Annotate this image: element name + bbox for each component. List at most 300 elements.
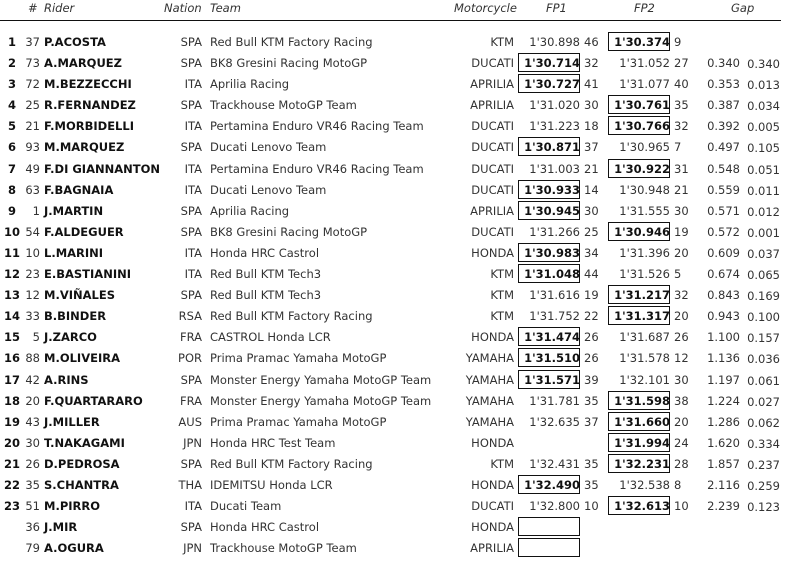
fp1-lap-cell: 44 (584, 267, 599, 282)
fp1-lap-cell: 30 (584, 203, 599, 218)
rider-number-cell: 10 (25, 245, 40, 260)
table-row (0, 74, 787, 95)
position-cell: 23 (4, 499, 21, 514)
fp1-time-cell: 1'32.490 (524, 477, 580, 492)
nation-cell: ITA (184, 161, 202, 176)
rider-name-cell: E.BASTIANINI (44, 267, 132, 282)
nation-cell: SPA (180, 520, 202, 535)
gap-cell: 0.497 (707, 140, 740, 155)
header-nation: Nation (164, 1, 202, 15)
nation-cell: ITA (184, 182, 202, 197)
fp2-lap-cell: 20 (674, 414, 689, 429)
table-row (0, 264, 787, 285)
rider-number-cell: 35 (25, 477, 40, 492)
fp2-time-cell: 1'30.761 (614, 98, 670, 113)
fp1-time-cell: 1'31.752 (529, 309, 580, 324)
team-cell: Pertamina Enduro VR46 Racing Team (210, 161, 424, 176)
rider-name-cell: B.BINDER (44, 309, 107, 324)
fp2-lap-cell: 12 (674, 351, 689, 366)
fp2-lap-cell: 35 (674, 98, 689, 113)
team-cell: Trackhouse MotoGP Team (210, 98, 357, 113)
gap-previous-cell: 0.259 (747, 478, 780, 493)
rider-name-cell: T.NAKAGAMI (44, 435, 125, 450)
fp1-time-cell: 1'32.431 (529, 456, 580, 471)
rider-name-cell: J.ZARCO (44, 330, 97, 345)
rider-name-cell: F.ALDEGUER (44, 224, 124, 239)
rider-number-cell: 37 (25, 35, 40, 49)
fp2-time-cell: 1'31.526 (619, 267, 670, 282)
gap-previous-cell: 0.036 (747, 352, 780, 367)
table-row (0, 137, 787, 158)
rider-number-cell: 1 (32, 203, 40, 218)
motorcycle-cell: APRILIA (470, 203, 514, 218)
gap-previous-cell: 0.105 (747, 141, 780, 156)
position-cell: 3 (7, 77, 16, 92)
position-cell: 13 (4, 288, 21, 303)
position-cell: 1 (7, 35, 16, 49)
team-cell: Prima Pramac Yamaha MotoGP (210, 414, 387, 429)
nation-cell: ITA (184, 267, 202, 282)
fp1-lap-cell: 26 (584, 351, 599, 366)
team-cell: Honda HRC Test Team (210, 435, 336, 450)
rider-number-cell: 20 (25, 393, 40, 408)
fp2-time-cell: 1'32.101 (619, 372, 670, 387)
table-header (0, 0, 787, 20)
nation-cell: SPA (180, 56, 202, 71)
rider-number-cell: 23 (25, 267, 40, 282)
team-cell: Pertamina Enduro VR46 Racing Team (210, 119, 424, 134)
gap-cell: 2.239 (707, 499, 740, 514)
fp2-time-cell: 1'31.077 (619, 77, 670, 92)
header-team: Team (210, 1, 241, 15)
position-cell: 6 (7, 140, 16, 155)
header-pos: # (28, 1, 38, 15)
position-cell: 19 (4, 414, 21, 429)
motorcycle-cell: YAMAHA (465, 414, 514, 429)
rider-name-cell: J.MILLER (44, 414, 100, 429)
motorcycle-cell: HONDA (471, 330, 514, 345)
fp1-lap-cell: 21 (584, 161, 599, 176)
gap-cell: 0.340 (707, 56, 740, 71)
gap-cell: 0.571 (707, 203, 740, 218)
rider-number-cell: 12 (25, 288, 40, 303)
rider-name-cell: F.DI GIANNANTON (44, 161, 160, 176)
fp1-time-cell: 1'31.020 (529, 98, 580, 113)
fp2-time-cell: 1'31.555 (619, 203, 670, 218)
fp1-lap-cell: 32 (584, 56, 599, 71)
position-cell: 21 (4, 456, 21, 471)
team-cell: Red Bull KTM Tech3 (210, 267, 322, 282)
fp2-time-cell: 1'30.965 (619, 140, 670, 155)
fp1-time-cell: 1'31.223 (529, 119, 580, 134)
table-row (0, 496, 787, 517)
table-row (0, 116, 787, 137)
fp1-time-cell: 1'31.048 (524, 267, 580, 282)
gap-previous-cell: 0.334 (747, 436, 780, 451)
fp2-time-cell: 1'31.052 (619, 56, 670, 71)
gap-previous-cell: 0.012 (747, 204, 780, 219)
fp1-time-cell: 1'32.635 (529, 414, 580, 429)
team-cell: Red Bull KTM Factory Racing (210, 456, 373, 471)
rider-name-cell: D.PEDROSA (44, 456, 120, 471)
rider-name-cell: F.MORBIDELLI (44, 119, 134, 134)
fp2-time-cell: 1'31.578 (619, 351, 670, 366)
team-cell: Honda HRC Castrol (210, 245, 320, 260)
fp2-lap-cell: 20 (674, 245, 689, 260)
table-row (0, 159, 787, 180)
fp2-time-cell: 1'31.317 (614, 309, 670, 324)
fp1-time-cell: 1'31.781 (529, 393, 580, 408)
fp1-lap-cell: 35 (584, 393, 599, 408)
rider-number-cell: 33 (25, 309, 40, 324)
rider-number-cell: 72 (25, 77, 40, 92)
motorcycle-cell: YAMAHA (465, 372, 514, 387)
fp2-time-cell: 1'31.396 (619, 245, 670, 260)
fp1-lap-cell: 19 (584, 288, 599, 303)
rider-number-cell: 21 (25, 119, 40, 134)
fp1-lap-cell: 14 (584, 182, 599, 197)
position-cell: 2 (7, 56, 16, 71)
position-cell: 12 (4, 267, 21, 282)
gap-previous-cell: 0.061 (747, 373, 780, 388)
rider-number-cell: 36 (25, 520, 40, 535)
gap-previous-cell: 0.005 (747, 120, 780, 135)
fp2-lap-cell: 32 (674, 288, 689, 303)
gap-previous-cell: 0.169 (747, 289, 780, 304)
fp2-lap-cell: 5 (674, 267, 682, 282)
table-row (0, 32, 787, 53)
fp2-time-cell: 1'32.613 (614, 499, 670, 514)
nation-cell: FRA (179, 330, 202, 345)
gap-previous-cell: 0.237 (747, 457, 780, 472)
nation-cell: SPA (180, 140, 202, 155)
team-cell: BK8 Gresini Racing MotoGP (210, 56, 368, 71)
team-cell: Trackhouse MotoGP Team (210, 541, 357, 556)
fp2-lap-cell: 19 (674, 224, 689, 239)
nation-cell: AUS (178, 414, 202, 429)
position-cell: 4 (7, 98, 16, 113)
fp1-lap-cell: 35 (584, 477, 599, 492)
rider-name-cell: F.QUARTARARO (44, 393, 143, 408)
motorcycle-cell: APRILIA (470, 98, 514, 113)
position-cell: 11 (4, 245, 21, 260)
rider-name-cell: L.MARINI (44, 245, 104, 260)
gap-previous-cell: 0.340 (747, 57, 780, 72)
rider-name-cell: J.MIR (44, 520, 78, 535)
team-cell: Red Bull KTM Tech3 (210, 288, 322, 303)
motorcycle-cell: DUCATI (471, 140, 514, 155)
gap-previous-cell: 0.034 (747, 99, 780, 114)
team-cell: Prima Pramac Yamaha MotoGP (210, 351, 387, 366)
position-cell: 16 (4, 351, 21, 366)
gap-cell: 1.136 (707, 351, 740, 366)
nation-cell: POR (178, 351, 202, 366)
table-row (0, 180, 787, 201)
gap-cell: 2.116 (707, 477, 740, 492)
table-row (0, 370, 787, 391)
gap-cell: 1.620 (707, 435, 740, 450)
nation-cell: ITA (184, 119, 202, 134)
fp2-time-cell: 1'31.687 (619, 330, 670, 345)
nation-cell: SPA (180, 224, 202, 239)
team-cell: Ducati Lenovo Team (210, 182, 327, 197)
team-cell: Monster Energy Yamaha MotoGP Team (210, 372, 432, 387)
rider-name-cell: S.CHANTRA (44, 477, 119, 492)
position-cell: 7 (7, 161, 16, 176)
table-row (0, 538, 787, 559)
fp1-lap-cell: 18 (584, 119, 599, 134)
gap-previous-cell: 0.013 (747, 78, 780, 93)
fp1-lap-cell: 35 (584, 456, 599, 471)
motorcycle-cell: KTM (490, 309, 514, 324)
motorcycle-cell: KTM (490, 288, 514, 303)
fp2-lap-cell: 10 (674, 499, 689, 514)
gap-cell: 0.387 (707, 98, 740, 113)
gap-cell: 0.353 (707, 77, 740, 92)
fp2-lap-cell: 26 (674, 330, 689, 345)
position-cell: 9 (7, 203, 16, 218)
nation-cell: SPA (180, 288, 202, 303)
team-cell: Ducati Lenovo Team (210, 140, 327, 155)
motorcycle-cell: APRILIA (470, 77, 514, 92)
table-row (0, 517, 787, 538)
fp2-lap-cell: 20 (674, 309, 689, 324)
fp2-lap-cell: 21 (674, 182, 689, 197)
position-cell: 17 (4, 372, 21, 387)
motorcycle-cell: DUCATI (471, 224, 514, 239)
gap-cell: 0.548 (707, 161, 740, 176)
position-cell: 15 (4, 330, 21, 345)
gap-previous-cell: 0.123 (747, 500, 780, 515)
motorcycle-cell: KTM (490, 456, 514, 471)
fp2-time-cell: 1'32.538 (619, 477, 670, 492)
rider-number-cell: 49 (25, 161, 40, 176)
gap-previous-cell: 0.065 (747, 268, 780, 283)
fp1-lap-cell: 22 (584, 309, 599, 324)
motorcycle-cell: DUCATI (471, 161, 514, 176)
fp1-time-cell: 1'30.983 (524, 245, 580, 260)
nation-cell: ITA (184, 499, 202, 514)
fp1-lap-cell: 26 (584, 330, 599, 345)
nation-cell: SPA (180, 35, 202, 49)
gap-previous-cell: 0.011 (747, 183, 780, 198)
fp1-lap-cell: 41 (584, 77, 599, 92)
position-cell: 5 (7, 119, 16, 134)
fp2-time-cell: 1'31.994 (614, 435, 670, 450)
table-row (0, 475, 787, 496)
fp2-lap-cell: 9 (674, 35, 682, 49)
header-fp2: FP2 (634, 1, 655, 15)
table-row (0, 391, 787, 412)
gap-previous-cell: 0.100 (747, 310, 780, 325)
motorcycle-cell: DUCATI (471, 119, 514, 134)
team-cell: BK8 Gresini Racing MotoGP (210, 224, 368, 239)
motorcycle-cell: DUCATI (471, 499, 514, 514)
motorcycle-cell: DUCATI (471, 182, 514, 197)
nation-cell: SPA (180, 98, 202, 113)
table-row (0, 306, 787, 327)
rider-number-cell: 73 (25, 56, 40, 71)
fp1-time-cell: 1'32.800 (529, 499, 580, 514)
rider-number-cell: 79 (25, 541, 40, 556)
fp2-lap-cell: 40 (674, 77, 689, 92)
table-row (0, 327, 787, 348)
fp1-time-cell: 1'31.003 (529, 161, 580, 176)
fp1-lap-cell: 25 (584, 224, 599, 239)
gap-cell: 1.286 (707, 414, 740, 429)
fp2-lap-cell: 28 (674, 456, 689, 471)
gap-cell: 1.100 (707, 330, 740, 345)
results-table (0, 32, 787, 559)
fp1-time-cell: 1'31.474 (524, 330, 580, 345)
table-row (0, 433, 787, 454)
nation-cell: SPA (180, 456, 202, 471)
gap-previous-cell: 0.037 (747, 246, 780, 261)
gap-cell: 1.197 (707, 372, 740, 387)
rider-name-cell: M.PIRRO (44, 499, 101, 514)
fp1-lap-cell: 37 (584, 140, 599, 155)
fp2-lap-cell: 30 (674, 203, 689, 218)
fp2-time-cell: 1'31.660 (614, 414, 670, 429)
rider-number-cell: 54 (25, 224, 40, 239)
table-row (0, 243, 787, 264)
team-cell: CASTROL Honda LCR (210, 330, 331, 345)
nation-cell: ITA (184, 77, 202, 92)
gap-cell: 0.943 (707, 309, 740, 324)
fp2-lap-cell: 30 (674, 372, 689, 387)
fp2-time-cell: 1'32.231 (614, 456, 670, 471)
header-fp1: FP1 (546, 1, 567, 15)
motorcycle-cell: HONDA (471, 520, 514, 535)
team-cell: Aprilia Racing (210, 77, 290, 92)
fp1-time-cell: 1'30.871 (524, 140, 580, 155)
fp2-lap-cell: 27 (674, 56, 689, 71)
nation-cell: THA (178, 477, 202, 492)
gap-previous-cell: 0.001 (747, 225, 780, 240)
team-cell: Monster Energy Yamaha MotoGP Team (210, 393, 432, 408)
nation-cell: JPN (183, 435, 202, 450)
fp2-time-cell: 1'31.598 (614, 393, 670, 408)
fp2-lap-cell: 24 (674, 435, 689, 450)
rider-name-cell: A.RINS (44, 372, 89, 387)
fp1-time-cell: 1'30.945 (524, 203, 580, 218)
fp1-best-box (518, 538, 580, 557)
table-row (0, 53, 787, 74)
rider-number-cell: 63 (25, 182, 40, 197)
gap-cell: 1.224 (707, 393, 740, 408)
position-cell: 20 (4, 435, 21, 450)
fp1-lap-cell: 46 (584, 35, 599, 49)
fp2-lap-cell: 32 (674, 119, 689, 134)
rider-name-cell: P.ACOSTA (44, 35, 106, 49)
position-cell: 8 (7, 182, 16, 197)
position-cell: 10 (4, 224, 21, 239)
nation-cell: RSA (178, 309, 202, 324)
fp1-time-cell: 1'31.510 (524, 351, 580, 366)
gap-cell: 0.572 (707, 224, 740, 239)
team-cell: Aprilia Racing (210, 203, 290, 218)
fp1-best-box (518, 517, 580, 536)
fp1-time-cell: 1'30.933 (524, 182, 580, 197)
fp1-lap-cell: 10 (584, 499, 599, 514)
header-motorcycle: Motorcycle (454, 1, 517, 15)
rider-number-cell: 93 (25, 140, 40, 155)
rider-name-cell: J.MARTIN (44, 203, 104, 218)
header-rider: Rider (44, 1, 75, 15)
fp2-time-cell: 1'30.374 (614, 35, 670, 49)
nation-cell: SPA (180, 203, 202, 218)
rider-name-cell: F.BAGNAIA (44, 182, 114, 197)
nation-cell: SPA (180, 372, 202, 387)
motorcycle-cell: KTM (490, 35, 514, 49)
motorcycle-cell: APRILIA (470, 541, 514, 556)
team-cell: IDEMITSU Honda LCR (210, 477, 333, 492)
gap-cell: 0.674 (707, 267, 740, 282)
fp2-time-cell: 1'31.217 (614, 288, 670, 303)
motorcycle-cell: YAMAHA (465, 351, 514, 366)
fp2-time-cell: 1'30.948 (619, 182, 670, 197)
rider-name-cell: M.VIÑALES (44, 288, 115, 303)
gap-previous-cell: 0.157 (747, 331, 780, 346)
rider-name-cell: M.OLIVEIRA (44, 351, 120, 366)
rider-number-cell: 26 (25, 456, 40, 471)
fp1-time-cell: 1'30.714 (524, 56, 580, 71)
fp1-time-cell: 1'31.266 (529, 224, 580, 239)
nation-cell: ITA (184, 245, 202, 260)
table-row (0, 95, 787, 116)
rider-number-cell: 42 (25, 372, 40, 387)
table-row (0, 201, 787, 222)
gap-cell: 0.559 (707, 182, 740, 197)
motorcycle-cell: KTM (490, 267, 514, 282)
rider-number-cell: 88 (25, 351, 40, 366)
team-cell: Red Bull KTM Factory Racing (210, 35, 373, 49)
fp1-time-cell: 1'31.571 (524, 372, 580, 387)
motorcycle-cell: HONDA (471, 435, 514, 450)
rider-name-cell: M.MARQUEZ (44, 140, 125, 155)
position-cell: 18 (4, 393, 21, 408)
table-row (0, 454, 787, 475)
fp1-lap-cell: 34 (584, 245, 599, 260)
gap-cell: 1.857 (707, 456, 740, 471)
fp1-time-cell: 1'30.898 (529, 35, 580, 49)
fp2-lap-cell: 31 (674, 161, 689, 176)
fp2-lap-cell: 7 (674, 140, 682, 155)
fp2-time-cell: 1'30.766 (614, 119, 670, 134)
rider-name-cell: A.OGURA (44, 541, 104, 556)
team-cell: Honda HRC Castrol (210, 520, 320, 535)
nation-cell: JPN (183, 541, 202, 556)
motorcycle-cell: DUCATI (471, 56, 514, 71)
fp1-lap-cell: 37 (584, 414, 599, 429)
nation-cell: FRA (179, 393, 202, 408)
motorcycle-cell: YAMAHA (465, 393, 514, 408)
team-cell: Ducati Team (210, 499, 282, 514)
fp1-time-cell: 1'31.616 (529, 288, 580, 303)
rider-name-cell: M.BEZZECCHI (44, 77, 132, 92)
fp2-lap-cell: 38 (674, 393, 689, 408)
header-gap: Gap (731, 1, 755, 15)
table-row (0, 222, 787, 243)
fp2-time-cell: 1'30.922 (614, 161, 670, 176)
table-row (0, 348, 787, 369)
fp2-lap-cell: 8 (674, 477, 682, 492)
table-row (0, 285, 787, 306)
rider-name-cell: R.FERNANDEZ (44, 98, 136, 113)
position-cell: 14 (4, 309, 21, 324)
fp1-time-cell: 1'30.727 (524, 77, 580, 92)
gap-previous-cell: 0.051 (747, 162, 780, 177)
